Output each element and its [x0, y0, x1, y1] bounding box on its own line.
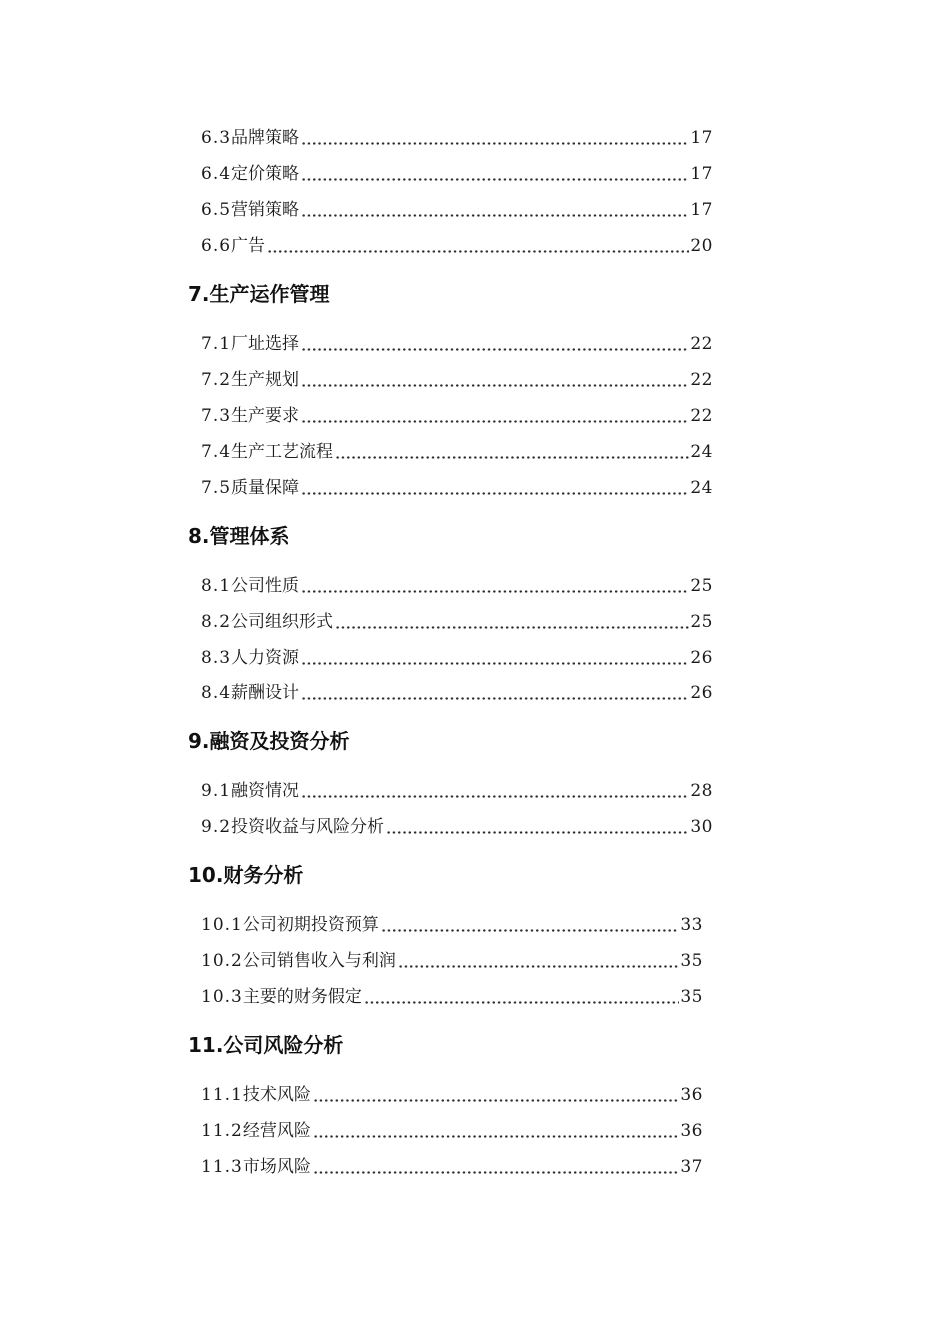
toc-entry-title: 营销策略	[231, 200, 300, 220]
toc-entry-title: 技术风险	[242, 1085, 311, 1105]
toc-entry-page: 30	[690, 817, 713, 837]
toc-entry-11-2[interactable]	[201, 1118, 703, 1144]
toc-entry-11-1[interactable]	[201, 1082, 703, 1108]
toc-entry-11-3[interactable]	[201, 1154, 703, 1180]
dot-leader	[301, 590, 689, 593]
toc-entry-page: 22	[690, 406, 713, 426]
dot-leader	[301, 142, 689, 145]
dot-leader	[386, 831, 689, 834]
toc-entry-number: 9.2	[201, 817, 232, 837]
toc-entry-number: 9.1	[201, 781, 232, 801]
toc-entry-7-5[interactable]	[201, 475, 713, 501]
toc-entry-9-2[interactable]	[201, 814, 713, 840]
dot-leader	[364, 1001, 679, 1004]
toc-entry-page: 24	[690, 478, 713, 498]
toc-entry-page: 36	[680, 1121, 703, 1141]
toc-entry-title: 定价策略	[231, 164, 300, 184]
toc-entry-number: 10.1	[201, 915, 243, 935]
toc-entry-title: 薪酬设计	[231, 683, 300, 703]
toc-entry-title: 融资情况	[231, 781, 300, 801]
dot-leader	[301, 697, 689, 700]
toc-entry-page: 20	[690, 236, 713, 256]
toc-entry-10-3[interactable]	[201, 984, 703, 1010]
toc-entry-page: 17	[690, 128, 713, 148]
toc-entry-number: 7.5	[201, 478, 232, 498]
dot-leader	[301, 178, 689, 181]
dot-leader	[301, 420, 689, 423]
toc-entry-page: 36	[680, 1085, 703, 1105]
toc-entry-page: 28	[690, 781, 713, 801]
toc-entry-number: 6.6	[201, 236, 232, 256]
toc-heading-10[interactable]: 10.财务分析	[188, 863, 304, 887]
toc-heading-8[interactable]: 8.管理体系	[188, 524, 290, 548]
toc-entry-title: 公司性质	[231, 576, 300, 596]
toc-entry-number: 7.3	[201, 406, 232, 426]
dot-leader	[301, 348, 689, 351]
toc-entry-number: 11.2	[201, 1121, 243, 1141]
dot-leader	[313, 1171, 679, 1174]
toc-entry-number: 11.1	[201, 1085, 243, 1105]
toc-entry-7-2[interactable]	[201, 367, 713, 393]
toc-entry-7-3[interactable]	[201, 403, 713, 429]
toc-entry-number: 8.3	[201, 648, 232, 668]
dot-leader	[301, 795, 689, 798]
toc-entry-title: 经营风险	[242, 1121, 311, 1141]
toc-entry-6-4[interactable]	[201, 161, 713, 187]
toc-entry-title: 广告	[231, 236, 266, 256]
toc-entry-number: 7.1	[201, 334, 232, 354]
toc-entry-6-5[interactable]	[201, 197, 713, 223]
toc-entry-number: 10.3	[201, 987, 243, 1007]
toc-heading-7[interactable]: 7.生产运作管理	[188, 282, 330, 306]
toc-entry-page: 33	[680, 915, 703, 935]
toc-entry-page: 17	[690, 164, 713, 184]
toc-entry-6-6[interactable]	[201, 233, 713, 259]
dot-leader	[335, 626, 689, 629]
toc-entry-page: 35	[680, 951, 703, 971]
toc-entry-page: 25	[690, 612, 713, 632]
toc-entry-title: 公司初期投资预算	[242, 915, 379, 935]
toc-entry-page: 26	[690, 648, 713, 668]
toc-entry-page: 24	[690, 442, 713, 462]
toc-entry-page: 37	[680, 1157, 703, 1177]
toc-entry-number: 6.3	[201, 128, 232, 148]
dot-leader	[335, 456, 689, 459]
toc-heading-9[interactable]: 9.融资及投资分析	[188, 729, 350, 753]
toc-entry-7-4[interactable]	[201, 439, 713, 465]
toc-entry-8-4[interactable]	[201, 680, 713, 706]
toc-entry-page: 25	[690, 576, 713, 596]
toc-entry-8-3[interactable]	[201, 645, 713, 671]
dot-leader	[301, 384, 689, 387]
toc-entry-number: 6.4	[201, 164, 232, 184]
toc-entry-9-1[interactable]	[201, 778, 713, 804]
toc-entry-number: 8.2	[201, 612, 232, 632]
toc-entry-6-3[interactable]	[201, 125, 713, 151]
toc-entry-title: 生产规划	[231, 370, 300, 390]
dot-leader	[301, 492, 689, 495]
toc-entry-title: 生产工艺流程	[231, 442, 334, 462]
toc-entry-10-2[interactable]	[201, 948, 703, 974]
toc-entry-7-1[interactable]	[201, 331, 713, 357]
toc-entry-number: 7.4	[201, 442, 232, 462]
toc-entry-title: 品牌策略	[231, 128, 300, 148]
toc-entry-title: 投资收益与风险分析	[231, 817, 385, 837]
dot-leader	[313, 1135, 679, 1138]
dot-leader	[267, 250, 689, 253]
toc-entry-page: 17	[690, 200, 713, 220]
toc-entry-page: 22	[690, 370, 713, 390]
toc-entry-page: 26	[690, 683, 713, 703]
toc-entry-number: 7.2	[201, 370, 232, 390]
toc-entry-title: 生产要求	[231, 406, 300, 426]
dot-leader	[301, 662, 689, 665]
toc-entry-title: 主要的财务假定	[242, 987, 362, 1007]
dot-leader	[301, 214, 689, 217]
toc-entry-number: 8.1	[201, 576, 232, 596]
toc-entry-10-1[interactable]	[201, 912, 703, 938]
toc-entry-title: 市场风险	[242, 1157, 311, 1177]
toc-entry-number: 11.3	[201, 1157, 243, 1177]
toc-entry-title: 公司销售收入与利润	[242, 951, 396, 971]
toc-entry-8-2[interactable]	[201, 609, 713, 635]
toc-entry-title: 厂址选择	[231, 334, 300, 354]
toc-entry-number: 10.2	[201, 951, 243, 971]
dot-leader	[398, 965, 679, 968]
toc-entry-number: 6.5	[201, 200, 232, 220]
toc-entry-page: 22	[690, 334, 713, 354]
dot-leader	[381, 929, 679, 932]
toc-entry-title: 质量保障	[231, 478, 300, 498]
toc-entry-page: 35	[680, 987, 703, 1007]
toc-heading-11[interactable]: 11.公司风险分析	[188, 1033, 344, 1057]
dot-leader	[313, 1099, 679, 1102]
toc-entry-8-1[interactable]	[201, 573, 713, 599]
toc-entry-title: 公司组织形式	[231, 612, 334, 632]
toc-entry-number: 8.4	[201, 683, 232, 703]
toc-entry-title: 人力资源	[231, 648, 300, 668]
